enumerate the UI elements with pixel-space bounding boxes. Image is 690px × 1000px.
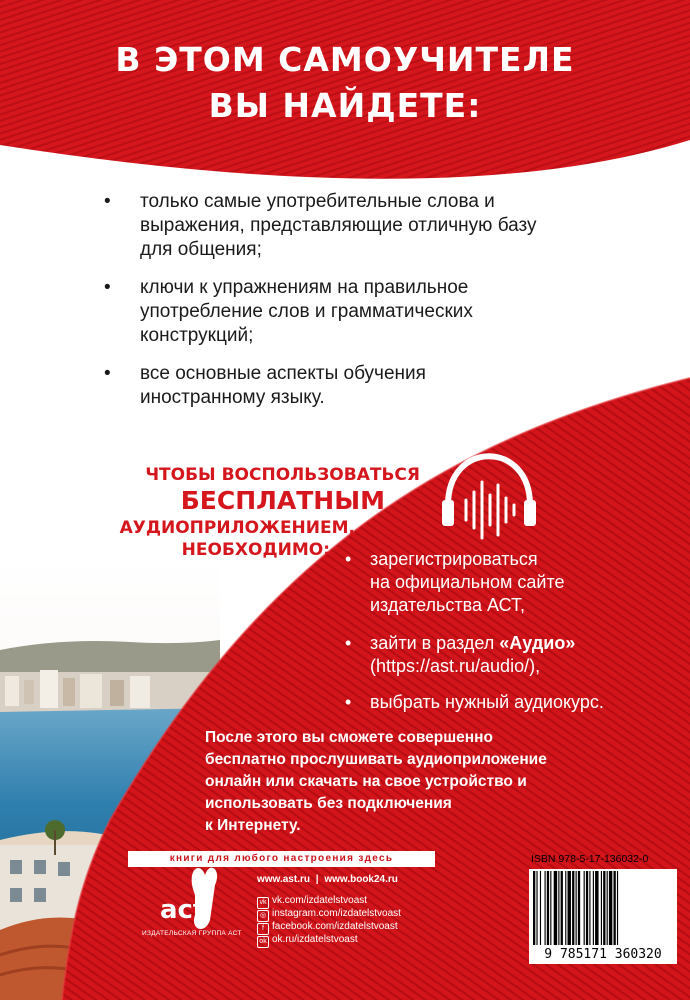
- publisher-name: ИЗДАТЕЛЬСКАЯ ГРУППА АСТ: [142, 930, 242, 937]
- social-vk[interactable]: vk vk.com/izdatelstvoast: [257, 894, 367, 909]
- promo-line-4: НЕОБХОДИМО:: [181, 540, 330, 560]
- facebook-icon: f: [257, 923, 269, 935]
- step-choose-course: • выбрать нужный аудиокурс.: [345, 692, 604, 712]
- promo-line-1: ЧТОБЫ ВОСПОЛЬЗОВАТЬСЯ: [145, 465, 420, 485]
- barcode-number: 9 785171 360320: [544, 947, 662, 962]
- bullet-mark: •: [104, 277, 111, 298]
- bullet-mark: •: [104, 363, 111, 384]
- step-open-audio: • зайти в раздел «Аудио» (https://ast.ru/audio/),: [345, 632, 685, 678]
- slogan-strip: книги для любого настроения здесь: [128, 851, 435, 867]
- after-text: После этого вы сможете совершенно бесплатно прослушивать аудиоприложение онлайн или скачать на свое устройство и использовать без подключения к Интернету.: [205, 729, 547, 834]
- audio-section-link: «Аудио»: [499, 633, 576, 653]
- heading-line-1: В ЭТОМ САМОУЧИТЕЛЕ: [115, 40, 575, 79]
- link-ast[interactable]: www.ast.ru | www.book24.ru: [257, 874, 398, 885]
- social-ok[interactable]: ok ok.ru/izdatelstvoast: [257, 933, 358, 948]
- logo-text: аст: [160, 895, 209, 925]
- bullet-item-2: • ключи к упражнениям на правильное употребление слов и грамматических конструкций;: [104, 277, 473, 346]
- barcode-bars: [529, 869, 677, 947]
- promo-line-3: АУДИОПРИЛОЖЕНИЕМ,: [119, 518, 355, 538]
- bullet-mark: •: [104, 191, 111, 212]
- social-instagram[interactable]: ◎ instagram.com/izdatelstvoast: [257, 907, 401, 922]
- instagram-icon: ◎: [257, 910, 269, 922]
- promo-line-2: БЕСПЛАТНЫМ: [180, 486, 385, 515]
- bullet-item-1: • только самые употребительные слова и выражения, представляющие отличную базу для общения;: [104, 191, 537, 260]
- step-register: • зарегистрироваться на официальном сайте издательства АСТ,: [345, 549, 565, 615]
- social-facebook[interactable]: f facebook.com/izdatelstvoast: [257, 920, 398, 935]
- ok-icon: ok: [257, 936, 269, 948]
- bullet-item-3: • все основные аспекты обучения иностранному языку.: [104, 363, 426, 408]
- heading-line-2: ВЫ НАЙДЕТЕ:: [208, 86, 482, 125]
- isbn: ISBN 978-5-17-136032-0: [531, 853, 649, 865]
- audio-url: (https://ast.ru/audio/),: [370, 656, 541, 676]
- vk-icon: vk: [257, 897, 269, 909]
